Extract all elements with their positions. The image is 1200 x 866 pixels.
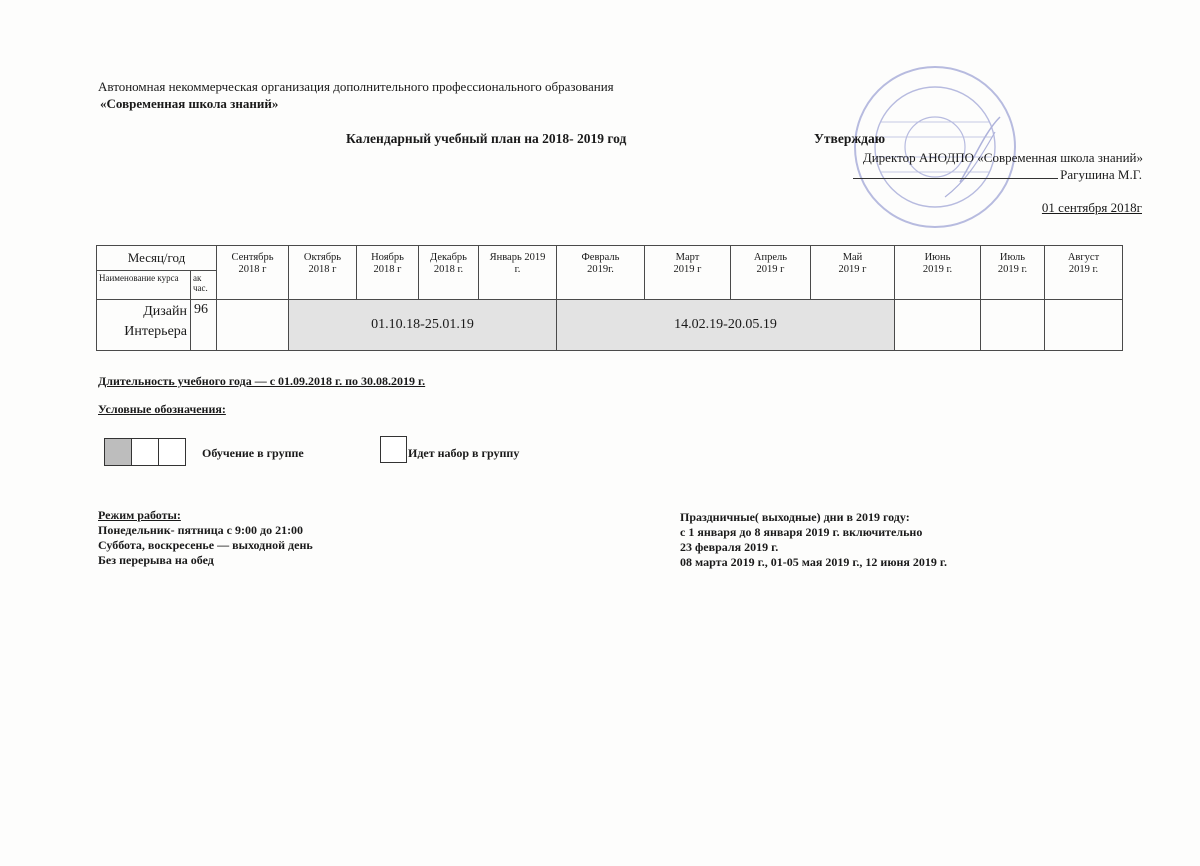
signature-underline xyxy=(853,178,1058,179)
work-mode-line: Суббота, воскресенье — выходной день xyxy=(98,538,313,552)
work-mode-title: Режим работы: xyxy=(98,508,181,522)
empty-cell xyxy=(217,300,289,351)
month-cell: Сентябрь 2018 г xyxy=(217,246,289,300)
empty-cell xyxy=(895,300,981,351)
school-name: «Современная школа знаний» xyxy=(100,96,279,111)
month-cell: Ноябрь 2018 г xyxy=(357,246,419,300)
holidays-title: Праздничные( выходные) дни в 2019 году: xyxy=(680,510,910,524)
empty-cell xyxy=(1045,300,1123,351)
director-title: Директор АНОДПО «Современная школа знаний» xyxy=(862,150,1143,165)
month-cell: Апрель 2019 г xyxy=(731,246,811,300)
holiday-line: 08 марта 2019 г., 01-05 мая 2019 г., 12 июня 2019 г. xyxy=(680,555,948,569)
month-cell: Август 2019 г. xyxy=(1045,246,1123,300)
course-name: Дизайн Интерьера xyxy=(97,300,191,351)
month-header: Месяц/год xyxy=(97,246,217,271)
approval-date: 01 сентября 2018г xyxy=(1041,200,1142,215)
legend-enrollment-swatch xyxy=(380,436,407,463)
course-hours: 96 xyxy=(191,300,217,351)
month-cell: Декабрь 2018 г. xyxy=(419,246,479,300)
hours-header: ак час. xyxy=(191,271,217,300)
signature-line xyxy=(830,167,1142,183)
empty-cell xyxy=(981,300,1045,351)
month-cell: Май 2019 г xyxy=(811,246,895,300)
work-mode-line: Понедельник- пятница с 9:00 до 21:00 xyxy=(98,523,304,537)
legend-box-filled xyxy=(104,438,132,466)
table-row xyxy=(97,300,1123,351)
month-cell: Июнь 2019 г. xyxy=(895,246,981,300)
official-stamp xyxy=(850,62,1020,232)
course-name-header: Наименование курса xyxy=(97,271,191,300)
holiday-line: 23 февраля 2019 г. xyxy=(680,540,779,554)
legend-box xyxy=(158,438,186,466)
work-mode-line: Без перерыва на обед xyxy=(98,553,214,567)
holidays xyxy=(680,510,947,570)
legend-title: Условные обозначения: xyxy=(98,402,226,416)
study-period-2: 14.02.19-20.05.19 xyxy=(557,300,895,351)
signer-name: Рагушина М.Г. xyxy=(1060,167,1142,182)
month-cell: Октябрь 2018 г xyxy=(289,246,357,300)
legend-study-label: Обучение в группе xyxy=(202,446,304,460)
holiday-line: с 1 января до 8 января 2019 г. включительно xyxy=(680,525,923,539)
organization-name: Автономная некоммерческая организация дополнительного профессионального образования xyxy=(98,79,614,94)
academic-year-duration: Длительность учебного года — с 01.09.2018 г. по 30.08.2019 г. xyxy=(98,374,426,388)
study-period-1: 01.10.18-25.01.19 xyxy=(289,300,557,351)
legend-study-swatch xyxy=(104,438,185,466)
approve-label: Утверждаю xyxy=(814,131,886,146)
legend-enrollment-label: Идет набор в группу xyxy=(408,446,520,460)
plan-title: Календарный учебный план на 2018- 2019 год xyxy=(346,131,627,146)
legend-box xyxy=(131,438,159,466)
month-cell: Июль 2019 г. xyxy=(981,246,1045,300)
month-cell: Февраль 2019г. xyxy=(557,246,645,300)
month-cell: Январь 2019 г. xyxy=(479,246,557,300)
calendar-plan-table xyxy=(96,245,1123,351)
work-mode xyxy=(98,508,313,568)
month-cell: Март 2019 г xyxy=(645,246,731,300)
